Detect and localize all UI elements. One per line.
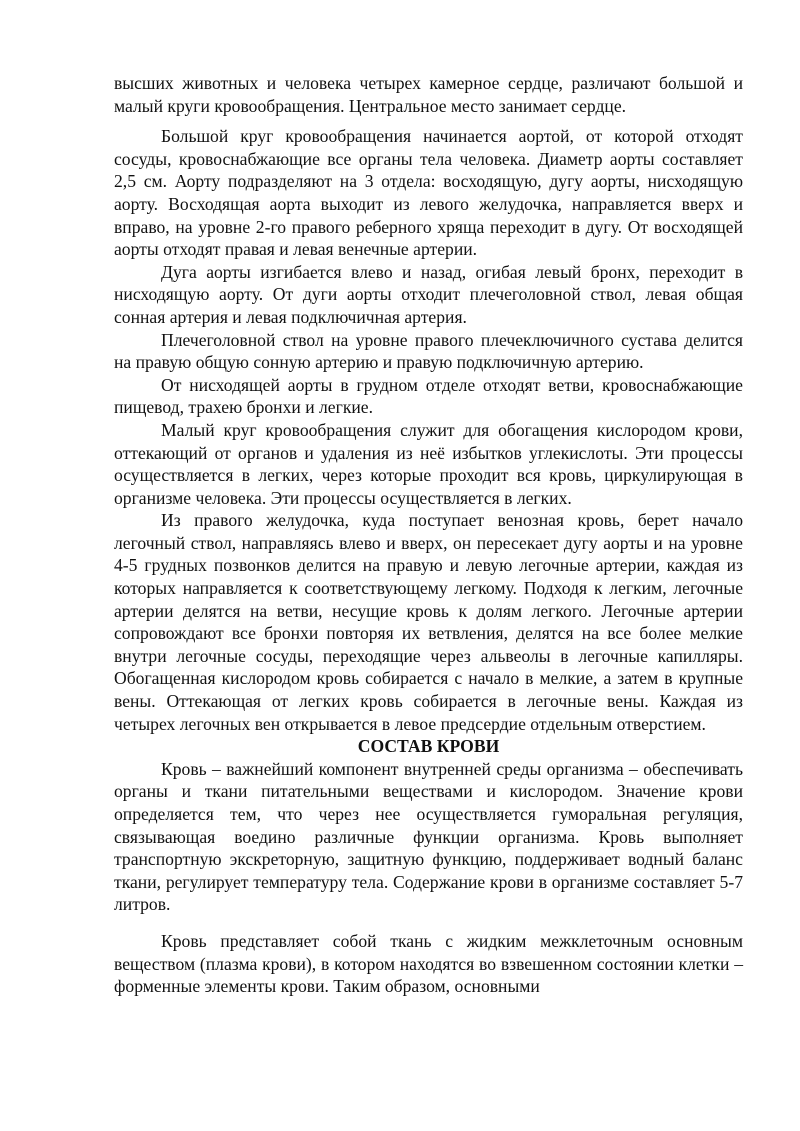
paragraph-blood-tissue: Кровь представляет собой ткань с жидким межклеточным основным веществом (плазма крови), в котором находятся во взвешенном состоянии клетки – форменные элементы крови. Таким образом, основными: [114, 930, 743, 997]
paragraph-pulmonary-trunk: Из правого желудочка, куда поступает венозная кровь, берет начало легочный ствол, направляясь влево и вверх, он пересекает дугу аорты и на уровне 4-5 грудных позвонков делится на правую и левую легочные артерии, каждая из которых направляется к соответствующему легкому. Подходя к легким, легочные артерии делятся на ветви, несущие кровь к долям легкого. Легочные артерии сопровождают все бронхи повторяя их ветвления, делятся на все более мелкие внутри легочные сосуды, переходящие через альвеолы в легочные капилляры. Обогащенная кислородом кровь собирается с начало в мелкие, а затем в крупные вены. Оттекающая от легких кровь собирается в легочные вены. Каждая из четырех легочных вен открывается в левое предсердие отдельным отверстием.: [114, 510, 743, 734]
paragraph-descending-aorta: От нисходящей аорты в грудном отделе отходят ветви, кровоснабжающие пищевод, трахею бронхи и легкие.: [114, 374, 743, 418]
paragraph-aortic-arch: Дуга аорты изгибается влево и назад, огибая левый бронх, переходит в нисходящую аорту. От дуги аорты отходит плечеголовной ствол, левая общая сонная артерия и левая подключичная артерия.: [114, 261, 743, 327]
paragraph-systemic-circulation: Большой круг кровообращения начинается аортой, от которой отходят сосуды, кровоснабжающие все органы тела человека. Диаметр аорты составляет 2,5 см. Аорту подразделяют на 3 отдела: восходящую, дугу аорты, нисходящую аорту. Восходящая аорта выходит из левого желудочка, направляется вверх и вправо, на уровне 2-го правого реберного хряща переходит в дугу. От восходящей аорты отходят правая и левая венечные артерии.: [114, 126, 743, 260]
paragraph-pulmonary-circulation: Малый круг кровообращения служит для обогащения кислородом крови, оттекающий от органов и удаления из неё избытков углекислоты. Эти процессы осуществляется в легких, через которые проходит вся кровь, циркулирующая в организме человека. Эти процессы осуществляется в легких.: [114, 419, 743, 508]
section-heading: СОСТАВ КРОВИ: [357, 736, 500, 757]
paragraph-continuation: высших животных и человека четырех камерное сердце, различают большой и малый круги кровообращения. Центральное место занимает сердце.: [114, 73, 743, 116]
paragraph-brachiocephalic-trunk: Плечеголовной ствол на уровне правого плечеключичного сустава делится на правую общую сонную артерию и правую подключичную артерию.: [114, 329, 743, 373]
paragraph-blood-role: Кровь – важнейший компонент внутренней среды организма – обеспечивать органы и ткани питательными веществами и кислородом. Значение крови определяется тем, что через нее осуществляется гуморальная регуляция, связывающая воедино различные функции организма. Кровь выполняет транспортную экскреторную, защитную функцию, поддерживает водный баланс ткани, регулирует температуру тела. Содержание крови в организме составляет 5-7 литров.: [114, 758, 743, 915]
